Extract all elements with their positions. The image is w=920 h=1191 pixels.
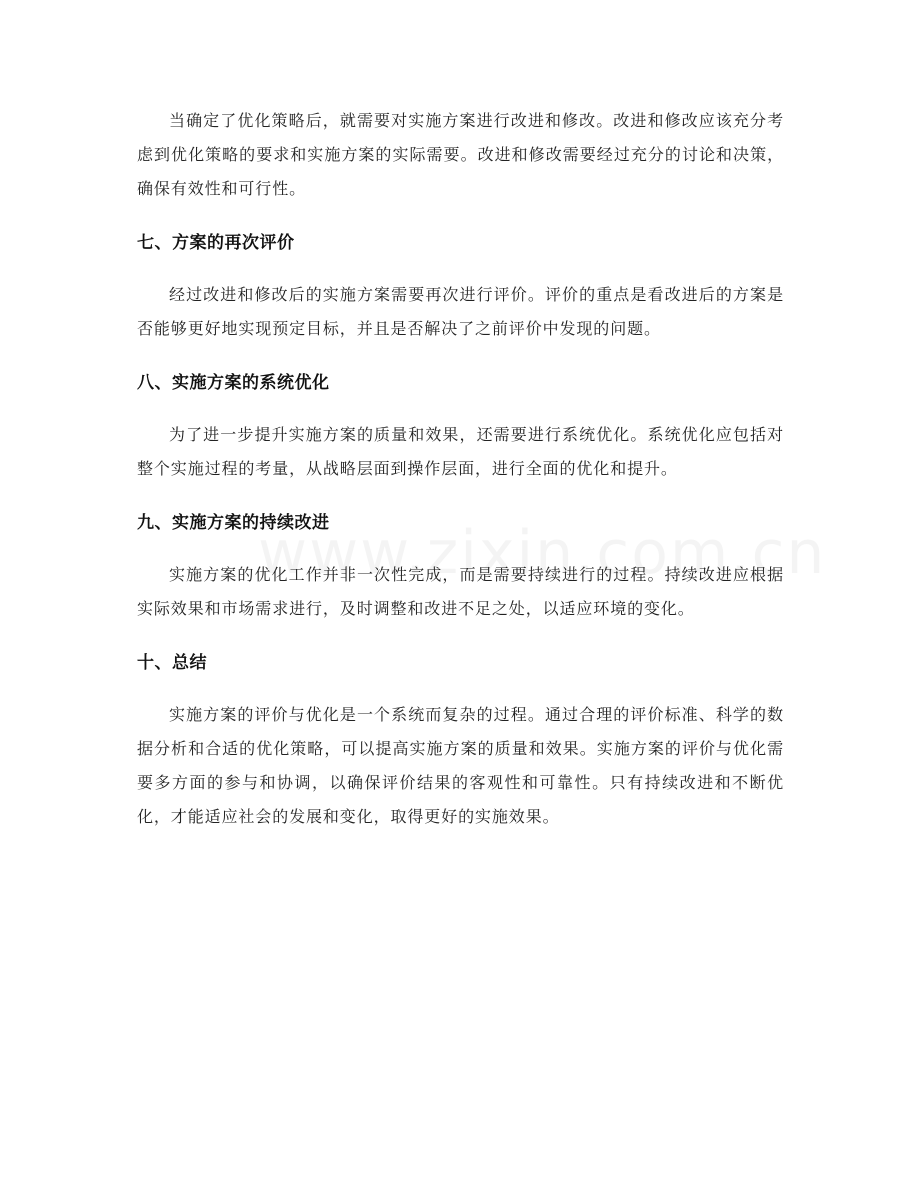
section-heading-7: 七、方案的再次评价 [137,233,295,253]
section-heading-8: 八、实施方案的系统优化 [137,373,330,393]
section-paragraph-9: 实施方案的优化工作并非一次性完成，而是需要持续进行的过程。持续改进应根据实际效果和市场需求进行，及时调整和改进不足之处，以适应环境的变化。 [137,565,784,618]
intro-paragraph: 当确定了优化策略后，就需要对实施方案进行改进和修改。改进和修改应该充分考虑到优化策略的要求和实施方案的实际需要。改进和修改需要经过充分的讨论和决策，确保有效性和可行性。 [137,111,784,198]
section-paragraph-10: 实施方案的评价与优化是一个系统而复杂的过程。通过合理的评价标准、科学的数据分析和合适的优化策略，可以提高实施方案的质量和效果。实施方案的评价与优化需要多方面的参与和协调，以确保评价结果的客观性和可靠性。只有持续改进和不断优化，才能适应社会的发展和变化，取得更好的实施效果。 [137,705,784,826]
section-paragraph-8: 为了进一步提升实施方案的质量和效果，还需要进行系统优化。系统优化应包括对整个实施过程的考量，从战略层面到操作层面，进行全面的优化和提升。 [137,425,784,478]
section-heading-10: 十、总结 [137,653,207,673]
section-paragraph-7: 经过改进和修改后的实施方案需要再次进行评价。评价的重点是看改进后的方案是否能够更好地实现预定目标，并且是否解决了之前评价中发现的问题。 [137,285,784,338]
section-heading-9: 九、实施方案的持续改进 [137,513,330,533]
document-body [137,104,784,834]
